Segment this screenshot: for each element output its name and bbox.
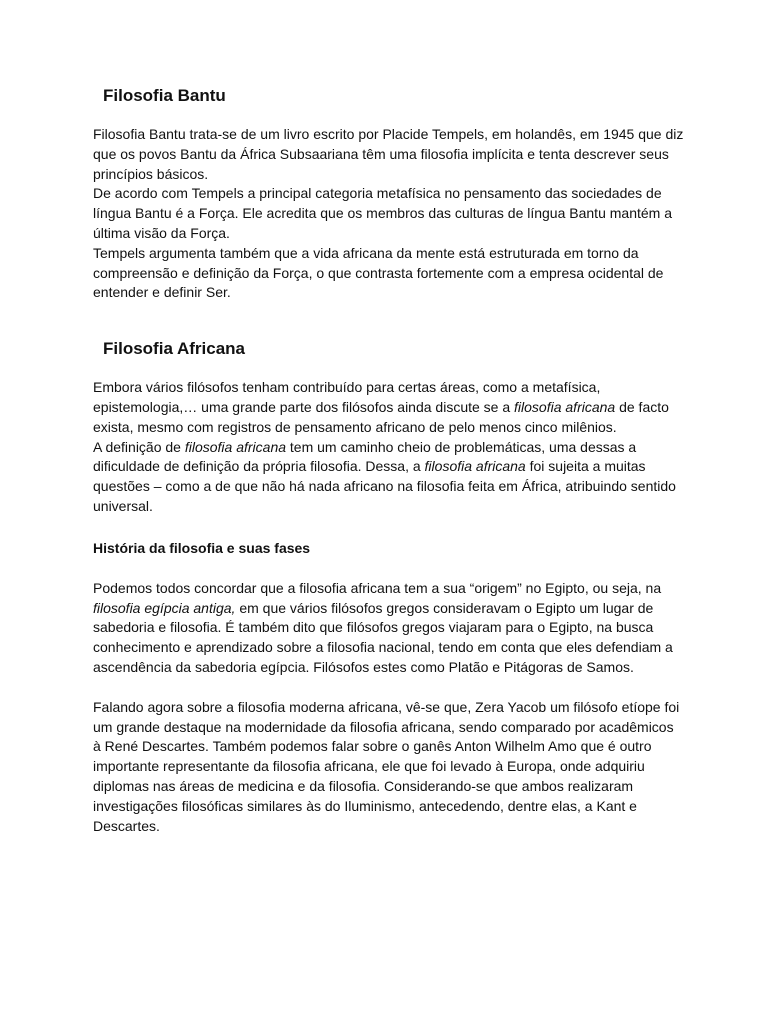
paragraph-bantu-3: Tempels argumenta também que a vida africana da mente está estruturada em torno da compreensão e definição da Força, o que contrasta fortemente com a empresa ocidental de entender e definir Ser. — [93, 244, 664, 301]
paragraph-africana-2: A definição de filosofia africana tem um caminho cheio de problemáticas, uma dessas a dificuldade de definição da própria filosofia. Dessa, a filosofia africana foi sujeita a muitas questões – como a de que não há nada africano na filosofia feita em África, atribuindo sentido universal. — [93, 438, 676, 514]
subsection-title-historia: História da filosofia e suas fases — [93, 539, 311, 556]
document-page — [93, 84, 685, 836]
paragraph-historia-2: Falando agora sobre a filosofia moderna africana, vê-se que, Zera Yacob um filósofo etíope foi um grande destaque na modernidade da filosofia africana, sendo comparado por acadêmicos à René Descartes. Também podemos falar sobre o ganês Anton Wilhelm Amo que é outro importante representante da filosofia africana, ele que foi levado à Europa, onde adquiriu diplomas nas áreas de medicina e da filosofia. Considerando-se que ambos realizaram investigações filosóficas similares às do Iluminismo, antecedendo, dentre elas, a Kant e Descartes. — [93, 698, 680, 834]
italic-term: filosofia africana — [184, 438, 287, 455]
italic-term: filosofia africana — [424, 458, 526, 475]
paragraph-africana-1: Embora vários filósofos tenham contribuído para certas áreas, como a metafísica, epistemologia,… uma grande parte dos filósofos ainda discute se a filosofia africana de facto exista, mesmo com registros de pensamento africano de pelo menos cinco milênios. — [93, 379, 669, 435]
section-title-filosofia-africana: Filosofia Africana — [103, 339, 246, 359]
italic-term: filosofia africana — [514, 398, 616, 415]
paragraph-bantu-2: De acordo com Tempels a principal categoria metafísica no pensamento das sociedades de língua Bantu é a Força. Ele acredita que os membros das culturas de língua Bantu mantém a última visão da Força. — [93, 185, 672, 241]
italic-term: filosofia egípcia antiga, — [93, 599, 236, 616]
paragraph-historia-1: Podemos todos concordar que a filosofia africana tem a sua “origem” no Egipto, ou seja, na filosofia egípcia antiga, em que vários filósofos gregos consideravam o Egipto um lugar de sabedoria e filosofia. É também dito que filósofos gregos viajaram para o Egipto, na busca conhecimento e aprendizado sobre a filosofia nacional, tendo em conta que eles defendiam a ascendência da sabedoria egípcia. Filósofos estes como Platão e Pitágoras de Samos. — [93, 579, 673, 675]
section-title-filosofia-bantu: Filosofia Bantu — [103, 86, 226, 105]
paragraph-bantu-1: Filosofia Bantu trata-se de um livro escrito por Placide Tempels, em holandês, em 1945 que diz que os povos Bantu da África Subsaariana têm uma filosofia implícita e tenta descrever seus princípios básicos. — [93, 126, 684, 182]
